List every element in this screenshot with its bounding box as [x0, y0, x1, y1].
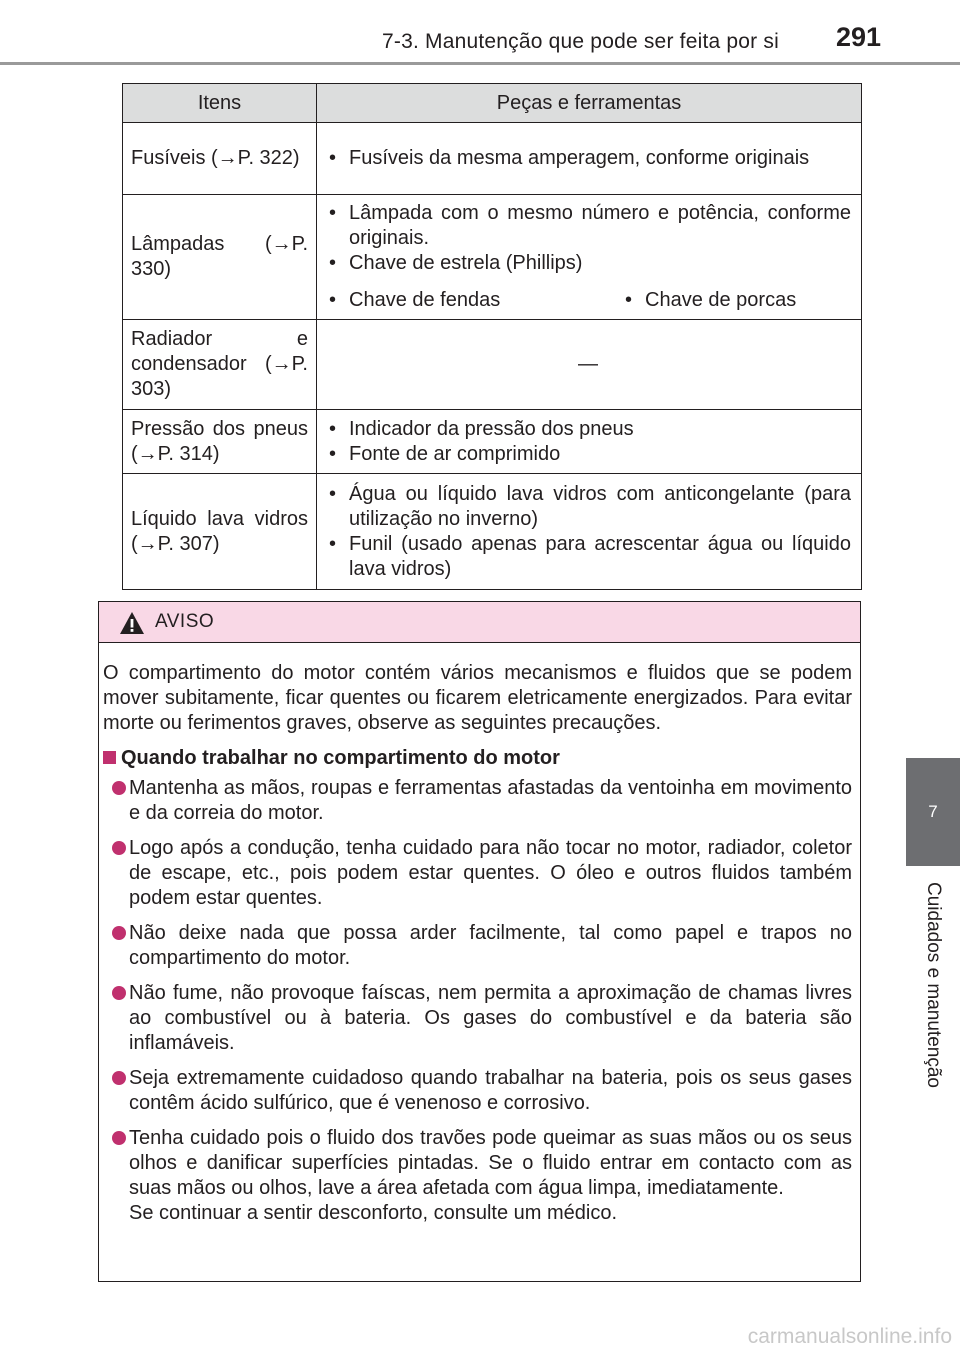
list-item	[103, 776, 852, 826]
tools-list	[325, 417, 851, 467]
warning-item-text: Não fume, não provoque faíscas, nem permita a aproximação de chamas livres ao combustível ou à bateria. Os gases do combustível e da bateria são inflamáveis.	[129, 982, 852, 1054]
tools-list	[325, 146, 851, 171]
warning-label: AVISO	[155, 611, 215, 632]
tools-cell	[317, 195, 862, 320]
table-row	[123, 474, 862, 590]
list-item: • Indicador da pressão dos pneus	[325, 417, 851, 442]
header-title: 7-3. Manutenção que pode ser feita por si	[382, 30, 779, 53]
square-bullet-icon	[103, 751, 116, 764]
list-item	[103, 981, 852, 1056]
tools-cell	[317, 123, 862, 195]
parts-tools-table	[122, 83, 862, 590]
warning-section-title: Quando trabalhar no compartimento do motor	[121, 747, 560, 769]
warning-list	[103, 776, 852, 1226]
tools-list	[325, 201, 851, 276]
list-item	[103, 1066, 852, 1116]
dot-bullet-icon	[112, 986, 126, 1000]
table-row	[123, 410, 862, 474]
warning-item-text: Mantenha as mãos, roupas e ferramentas afastadas da ventoinha em movimento e da correia do motor.	[129, 777, 852, 824]
list-item: • Chave de estrela (Phillips)	[325, 251, 851, 276]
warning-item-text: Logo após a condução, tenha cuidado para não tocar no motor, radiador, coletor de escape, etc., pois podem estar quentes. O óleo e outros fluidos também podem estar quentes.	[129, 837, 852, 909]
tools-cell-empty: —	[317, 320, 862, 410]
warning-section-heading	[103, 746, 852, 771]
list-item: • Fonte de ar comprimido	[325, 442, 851, 467]
list-item	[103, 921, 852, 971]
list-item: • Funil (usado apenas para acrescentar água ou líquido lava vidros)	[325, 532, 851, 582]
tools-cell	[317, 474, 862, 590]
list-item: • Água ou líquido lava vidros com anticongelante (para utilização no inverno)	[325, 482, 851, 532]
table-row	[123, 320, 862, 410]
warning-extra-note: Se continuar a sentir desconforto, consulte um médico.	[129, 1202, 618, 1224]
table-row	[123, 123, 862, 195]
dot-bullet-icon	[112, 1071, 126, 1085]
list-item: • Chave de porcas	[621, 288, 796, 313]
warning-intro: O compartimento do motor contém vários mecanismos e fluidos que se podem mover subitamente, ficar quentes ou ficarem eletricamente energizados. Para evitar morte ou ferimentos graves, observe as seguintes precauções.	[103, 662, 852, 734]
tools-list	[325, 482, 851, 582]
item-cell-washer-fluid: Líquido lava vidros (→P. 307)	[123, 474, 317, 590]
warning-box	[98, 601, 861, 1282]
tools-cell	[317, 410, 862, 474]
column-header-items: Itens	[123, 84, 317, 123]
tools-pair	[325, 288, 851, 313]
warning-item-text: Seja extremamente cuidadoso quando trabalhar na bateria, pois os seus gases contêm ácido sulfúrico, que é venenoso e corrosivo.	[129, 1067, 852, 1114]
item-cell-tire-pressure: Pressão dos pneus (→P. 314)	[123, 410, 317, 474]
item-cell-bulbs: Lâmpadas (→P. 330)	[123, 195, 317, 320]
dot-bullet-icon	[112, 841, 126, 855]
page-number: 291	[836, 22, 882, 52]
list-item	[103, 1126, 852, 1226]
table-header-row	[123, 84, 862, 123]
warning-item-text: Tenha cuidado pois o fluido dos travões pode queimar as suas mãos ou os seus olhos e danificar superfícies pintadas. Se o fluido entrar em contacto com as suas mãos ou olhos, lave a área afetada com água limpa, imediatamente.	[129, 1127, 852, 1199]
column-header-tools: Peças e ferramentas	[317, 84, 862, 123]
dot-bullet-icon	[112, 926, 126, 940]
table-row	[123, 195, 862, 320]
list-item	[103, 836, 852, 911]
header-rule	[0, 62, 960, 65]
chapter-side-label: Cuidados e manutenção	[923, 882, 944, 1088]
dot-bullet-icon	[112, 781, 126, 795]
item-cell-radiator: Radiador e condensador (→P. 303)	[123, 320, 317, 410]
warning-item-text: Não deixe nada que possa arder facilmente, tal como papel e trapos no compartimento do motor.	[129, 922, 852, 969]
warning-triangle-icon	[119, 611, 145, 635]
warning-body	[99, 643, 860, 1226]
list-item: • Chave de fendas	[325, 288, 621, 313]
warning-header	[99, 602, 860, 643]
item-cell-fuses: Fusíveis (→P. 322)	[123, 123, 317, 195]
list-item: • Fusíveis da mesma amperagem, conforme originais	[325, 146, 851, 171]
chapter-tab-number: 7	[928, 802, 938, 821]
list-item: • Lâmpada com o mesmo número e potência, conforme originais.	[325, 201, 851, 251]
watermark: carmanualsonline.info	[747, 1325, 952, 1348]
dot-bullet-icon	[112, 1131, 126, 1145]
